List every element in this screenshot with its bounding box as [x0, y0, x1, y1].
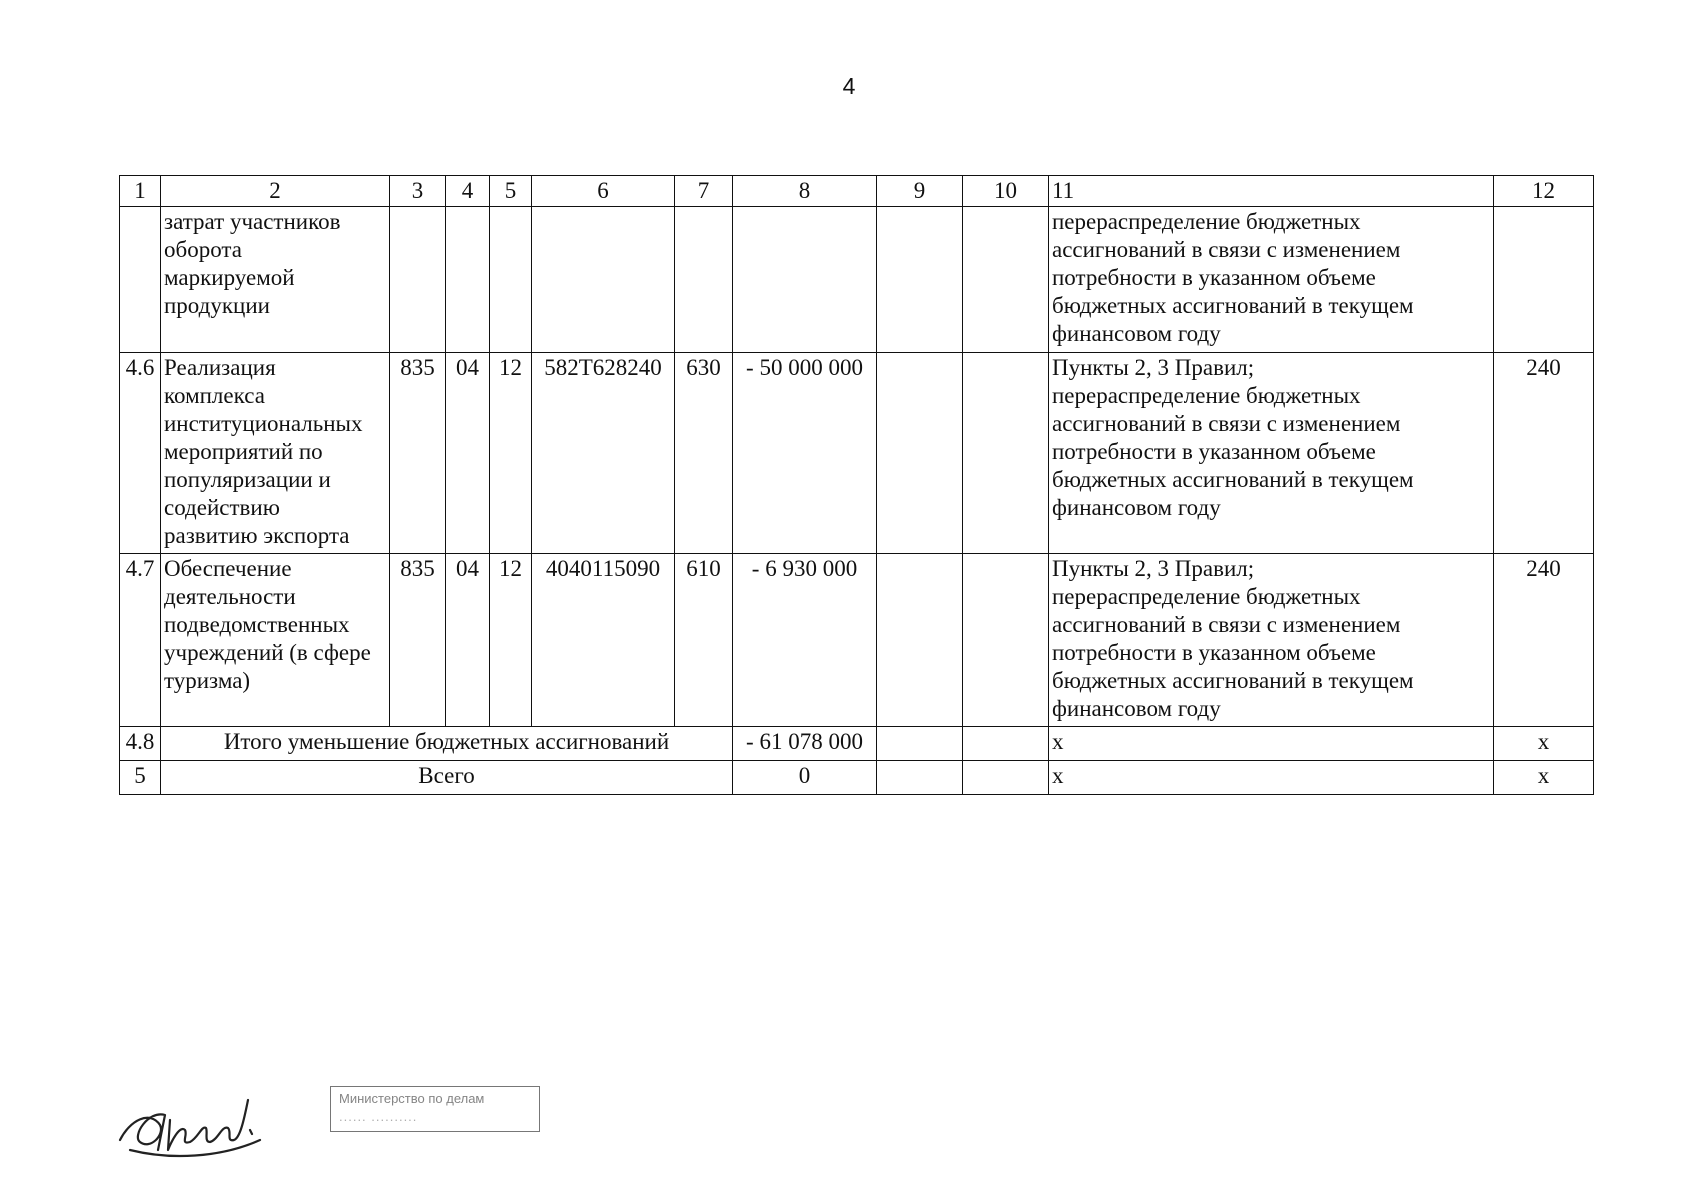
row-target-article [532, 207, 675, 353]
total-col-10 [963, 761, 1049, 795]
row-basis: перераспределение бюджетных ассигнований в связи с изменением потребности в указанном объеме бюджетных ассигнований в текущем финансовом году [1049, 207, 1494, 353]
row-expense-type: 610 [675, 554, 733, 727]
header-row [120, 176, 1594, 207]
row-ministry-code [390, 207, 446, 353]
subtotal-col-9 [877, 727, 963, 761]
row-description: затрат участников оборота маркируемой продукции [161, 207, 390, 353]
table-row [120, 554, 1594, 727]
row-target-article: 4040115090 [532, 554, 675, 727]
row-col-9 [877, 207, 963, 353]
row-number: 4.7 [120, 554, 161, 727]
row-expense-type [675, 207, 733, 353]
header-cell-7: 7 [675, 176, 733, 207]
total-code-mark: x [1494, 761, 1594, 795]
header-cell-8: 8 [733, 176, 877, 207]
total-label: Всего [161, 761, 733, 795]
row-ministry-code: 835 [390, 554, 446, 727]
row-amount: - 6 930 000 [733, 554, 877, 727]
row-basis: Пункты 2, 3 Правил; перераспределение бюджетных ассигнований в связи с изменением потребности в указанном объеме бюджетных ассигнований в текущем финансовом году [1049, 554, 1494, 727]
header-cell-4: 4 [446, 176, 490, 207]
header-cell-1: 1 [120, 176, 161, 207]
header-cell-2: 2 [161, 176, 390, 207]
budget-table [119, 175, 1594, 795]
stamp [330, 1086, 540, 1132]
header-cell-3: 3 [390, 176, 446, 207]
total-col-9 [877, 761, 963, 795]
header-cell-11: 11 [1049, 176, 1494, 207]
total-row [120, 761, 1594, 795]
row-amount [733, 207, 877, 353]
row-section: 04 [446, 353, 490, 554]
row-subsection: 12 [490, 554, 532, 727]
row-amount: - 50 000 000 [733, 353, 877, 554]
row-col-9 [877, 554, 963, 727]
row-subsection: 12 [490, 353, 532, 554]
row-number [120, 207, 161, 353]
total-basis-mark: x [1049, 761, 1494, 795]
row-col-10 [963, 207, 1049, 353]
table-row [120, 207, 1594, 353]
row-section: 04 [446, 554, 490, 727]
row-code [1494, 207, 1594, 353]
subtotal-row [120, 727, 1594, 761]
stamp-line-1: Министерство по делам [339, 1091, 485, 1106]
row-code: 240 [1494, 554, 1594, 727]
subtotal-number: 4.8 [120, 727, 161, 761]
stamp-line-2: ...... .......... [339, 1109, 418, 1124]
row-col-10 [963, 353, 1049, 554]
header-cell-9: 9 [877, 176, 963, 207]
subtotal-col-10 [963, 727, 1049, 761]
subtotal-code-mark: x [1494, 727, 1594, 761]
row-basis: Пункты 2, 3 Правил; перераспределение бюджетных ассигнований в связи с изменением потребности в указанном объеме бюджетных ассигнований в текущем финансовом году [1049, 353, 1494, 554]
row-expense-type: 630 [675, 353, 733, 554]
row-col-9 [877, 353, 963, 554]
total-amount: 0 [733, 761, 877, 795]
header-cell-6: 6 [532, 176, 675, 207]
header-cell-12: 12 [1494, 176, 1594, 207]
row-code: 240 [1494, 353, 1594, 554]
header-cell-10: 10 [963, 176, 1049, 207]
header-cell-5: 5 [490, 176, 532, 207]
row-subsection [490, 207, 532, 353]
subtotal-amount: - 61 078 000 [733, 727, 877, 761]
row-section [446, 207, 490, 353]
subtotal-basis-mark: x [1049, 727, 1494, 761]
page-number: 4 [842, 73, 856, 99]
total-number: 5 [120, 761, 161, 795]
signature-icon [110, 1070, 310, 1170]
row-ministry-code: 835 [390, 353, 446, 554]
row-description: Реализация комплекса институциональных мероприятий по популяризации и содействию развитию экспорта [161, 353, 390, 554]
row-col-10 [963, 554, 1049, 727]
table-row [120, 353, 1594, 554]
row-number: 4.6 [120, 353, 161, 554]
row-description: Обеспечение деятельности подведомственных учреждений (в сфере туризма) [161, 554, 390, 727]
row-target-article: 582Т628240 [532, 353, 675, 554]
subtotal-label: Итого уменьшение бюджетных ассигнований [161, 727, 733, 761]
